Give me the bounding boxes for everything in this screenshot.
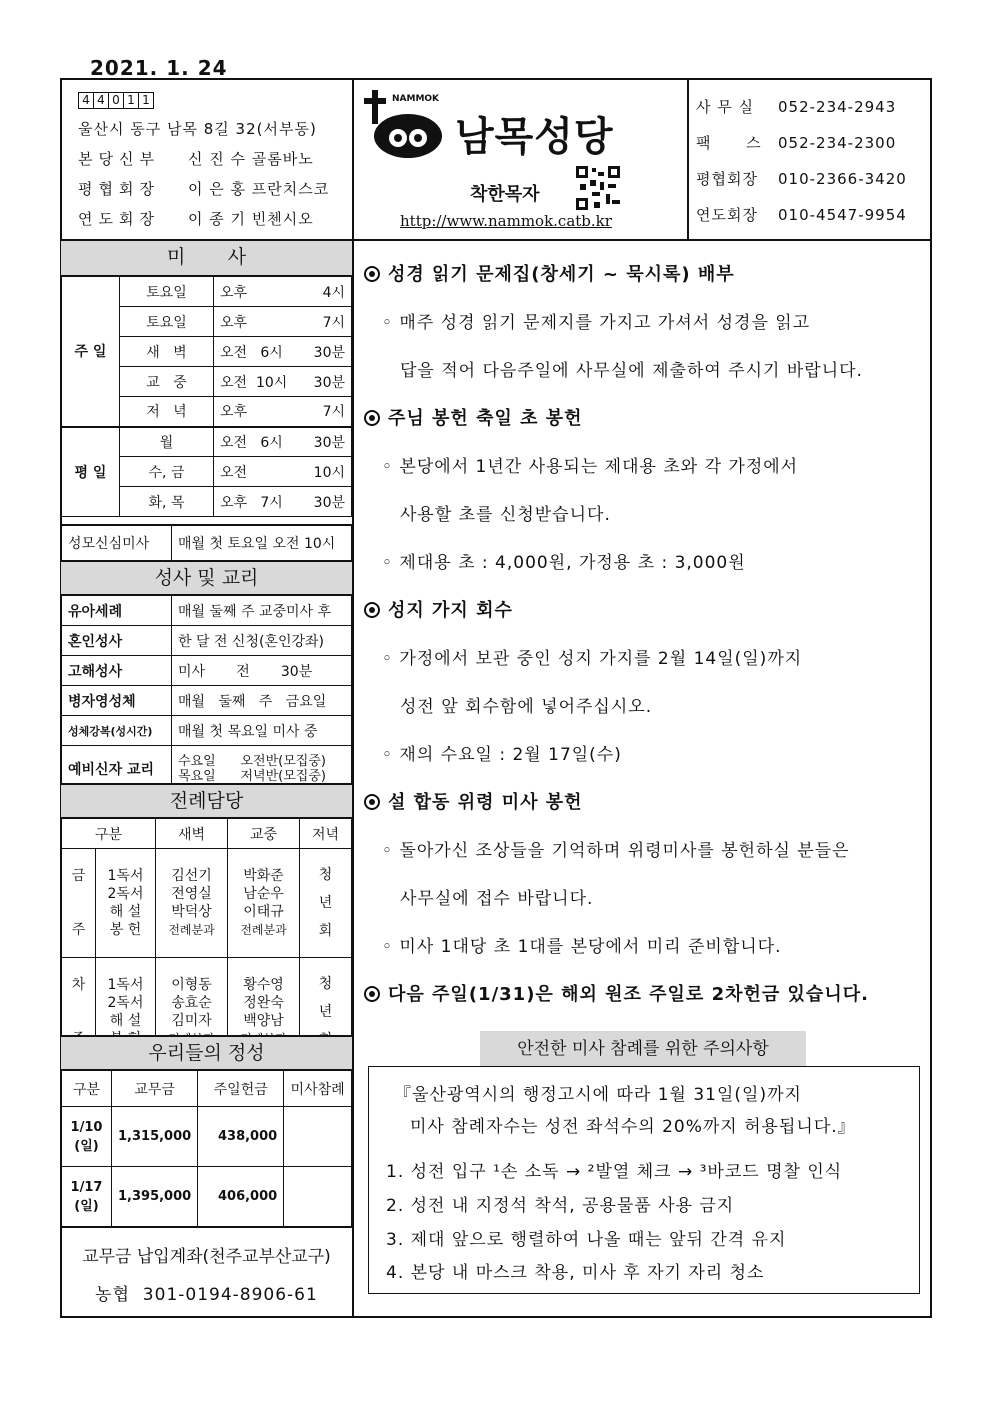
notice-line: ◦ 가정에서 보관 중인 성지 가지를 2월 14일(일)까지: [382, 649, 803, 669]
bullet-icon: [364, 602, 380, 618]
liturgy-table: [61, 818, 352, 1067]
liturgy-header: 새벽: [156, 819, 228, 849]
sacrament-label: 혼인성사: [62, 626, 172, 656]
ydo-name: 이 종 기 빈첸시오: [188, 210, 314, 228]
marian-mass-value: 매월 첫 토요일 오전 10시: [172, 525, 352, 561]
mass-day: 토요일: [120, 307, 214, 337]
mass-time: 오전 10시: [214, 367, 297, 397]
mass-schedule-table: [61, 276, 352, 517]
contact-value: 052-234-2300: [778, 134, 897, 152]
sacraments-section-title: 성사 및 교리: [61, 560, 352, 596]
safety-item: 1. 성전 입구 ¹손 소독 → ²발열 체크 → ³바코드 명찰 인식: [386, 1162, 843, 1182]
offering-header: 교무금: [112, 1071, 198, 1107]
evening-char: 청: [318, 867, 333, 883]
notice-title: 성경 읽기 문제집(창세기 ~ 묵시록) 배부: [388, 264, 735, 285]
evening-char: 회: [318, 923, 333, 939]
notice-line: 성전 앞 회수함에 넣어주십시오.: [400, 697, 653, 717]
notice-title: 설 합동 위령 미사 봉헌: [388, 792, 583, 813]
person: 정완숙: [243, 995, 284, 1011]
catechumen-line: 수요일 오전반(모집중): [178, 753, 326, 769]
mass-day: 교 중: [120, 367, 214, 397]
contact-label: 팩 스: [696, 134, 762, 152]
evening-char: 년: [318, 1004, 333, 1020]
notice-line: 사무실에 접수 바랍니다.: [400, 889, 594, 909]
mass-hour: 30분: [297, 367, 352, 397]
contact-council: [696, 168, 907, 189]
contact-value: 052-234-2943: [778, 98, 897, 116]
mass-day: 수, 금: [120, 457, 214, 487]
church-website-link[interactable]: http://www.nammok.catb.kr: [400, 212, 612, 230]
notice-title: 성지 가지 회수: [388, 600, 513, 621]
priest-line: [78, 148, 314, 169]
offering-header: 주일헌금: [198, 1071, 284, 1107]
zip-digit: 0: [108, 92, 124, 109]
person: 이형동: [171, 977, 212, 993]
evening-char: 청: [318, 976, 333, 992]
notice-line: ◦ 미사 1대당 초 1대를 본당에서 미리 준비합니다.: [382, 937, 782, 957]
column-divider: [352, 78, 354, 1318]
role: 1독서: [107, 977, 144, 993]
evening-list: [300, 849, 352, 958]
sacrament-label: 성체강복(성시간): [62, 716, 172, 746]
ydo-label: 연도회장: [78, 210, 160, 228]
weekday-label: 평 일: [62, 427, 120, 517]
safety-item: 4. 본당 내 마스크 착용, 미사 후 자기 자리 청소: [386, 1263, 765, 1283]
offering-section-title: 우리들의 정성: [61, 1035, 352, 1071]
priest-name: 신 진 수 골롬바노: [188, 150, 314, 168]
person: 전례분과: [168, 923, 215, 937]
safety-item: 2. 성전 내 지정석 착석, 공용물품 사용 금지: [386, 1196, 735, 1216]
qr-code-icon: [576, 166, 620, 210]
marian-mass-label: 성모신심미사: [62, 525, 172, 561]
mass-hour: 30분: [297, 487, 352, 517]
role: 2독서: [107, 995, 144, 1011]
motto: 착한목자: [470, 184, 540, 205]
group-char: 주: [71, 922, 86, 938]
sunday-label: 주 일: [62, 277, 120, 427]
offering-header: 구분: [62, 1071, 112, 1107]
sacraments-table: [61, 595, 352, 792]
contact-label: 사 무 실: [696, 98, 755, 116]
priest-label: 본당신부: [78, 150, 160, 168]
mass-day: 새 벽: [120, 337, 214, 367]
offering-attend: [284, 1167, 352, 1227]
notice-line: ◦ 돌아가신 조상들을 기억하며 위령미사를 봉헌하실 분들은: [382, 841, 850, 861]
marian-mass-table: [61, 524, 352, 562]
mass-day: 토요일: [120, 277, 214, 307]
zip-digit: 4: [93, 92, 109, 109]
group-label: [62, 849, 96, 958]
role: 2독서: [107, 886, 144, 902]
person: 남순우: [243, 886, 284, 902]
logo-small-text: NAMMOK: [392, 94, 440, 104]
sacrament-value: 매월 둘째 주 금요일: [172, 686, 352, 716]
mass-day: 화, 목: [120, 487, 214, 517]
offering-date: 1/17 (일): [62, 1167, 112, 1227]
offering-sunday: 406,000: [198, 1167, 284, 1227]
mass-hour: 7시: [297, 307, 352, 337]
mass-time: 오후: [214, 307, 297, 337]
mass-time: 오후: [214, 277, 297, 307]
person: 김미자: [171, 1013, 212, 1029]
role: 해 설: [109, 1013, 142, 1029]
role-list: [96, 849, 156, 958]
group-char: 차: [71, 977, 86, 993]
group-char: 금: [71, 868, 86, 884]
mass-hour: 10시: [297, 457, 352, 487]
mass-time: 오전 6시: [214, 337, 297, 367]
contact-office: [696, 96, 896, 117]
liturgy-header: 교중: [228, 819, 300, 849]
notice-heading: [364, 260, 735, 286]
contact-value: 010-4547-9954: [778, 206, 907, 224]
person: 전영실: [171, 886, 212, 902]
sacrament-value: 미사 전 30분: [172, 656, 352, 686]
mass-hour: 7시: [297, 397, 352, 427]
notice-heading: [364, 980, 869, 1006]
sacrament-label: 유아세례: [62, 596, 172, 626]
council-label: 평협회장: [78, 180, 160, 198]
catechumen-line: 목요일 저녁반(모집중): [178, 768, 326, 784]
church-name: 남목성당: [455, 114, 614, 160]
safety-intro-1: 『울산광역시의 행정고시에 따라 1월 31일(일)까지: [394, 1085, 802, 1105]
bullet-icon: [364, 410, 380, 426]
sacrament-value: 한 달 전 신청(혼인강좌): [172, 626, 352, 656]
safety-item: 3. 제대 앞으로 행렬하여 나올 때는 앞뒤 간격 유지: [386, 1230, 787, 1250]
liturgy-section-title: 전례담당: [61, 783, 352, 819]
offering-header: 미사참례: [284, 1071, 352, 1107]
person: 황수영: [243, 977, 284, 993]
liturgy-header: 저녁: [300, 819, 352, 849]
offering-date: 1/10 (일): [62, 1107, 112, 1167]
notice-line: ◦ 본당에서 1년간 사용되는 제대용 초와 각 가정에서: [382, 457, 799, 477]
sacrament-label: 병자영성체: [62, 686, 172, 716]
council-name: 이 은 홍 프란치스코: [188, 180, 330, 198]
account-divider: [61, 1226, 352, 1228]
contact-ydo: [696, 204, 907, 225]
role: 1독서: [107, 868, 144, 884]
mass-time: 오전: [214, 457, 297, 487]
notice-heading: [364, 404, 583, 430]
notice-title: 주님 봉헌 축일 초 봉헌: [388, 408, 583, 429]
bullet-icon: [364, 266, 380, 282]
person: 백양남: [243, 1013, 284, 1029]
safety-title: 안전한 미사 참례를 위한 주의사항: [480, 1031, 806, 1067]
offering-dues: 1,315,000: [112, 1107, 198, 1167]
zip-digit: 1: [138, 92, 154, 109]
account-title: 교무금 납입계좌(천주교부산교구): [82, 1247, 331, 1267]
person: 박화준: [243, 868, 284, 884]
mass-time: 오전 6시: [214, 427, 297, 457]
mass-day: 저 녁: [120, 397, 214, 427]
person: 이태규: [243, 904, 284, 920]
header-divider: [687, 78, 689, 241]
contact-fax: [696, 132, 896, 153]
notice-line: 답을 적어 다음주일에 사무실에 제출하여 주시기 바랍니다.: [400, 361, 863, 381]
mass-time: 오후: [214, 397, 297, 427]
liturgy-header: 구분: [62, 819, 156, 849]
notice-line: ◦ 재의 수요일 : 2월 17일(수): [382, 745, 622, 765]
evening-char: 년: [318, 895, 333, 911]
role: 봉 헌: [109, 922, 142, 938]
offering-dues: 1,395,000: [112, 1167, 198, 1227]
council-line: [78, 178, 329, 199]
ydo-line: [78, 208, 314, 229]
main-list: [228, 849, 300, 958]
person: 송효순: [171, 995, 212, 1011]
dawn-list: [156, 849, 228, 958]
sacrament-label: 고해성사: [62, 656, 172, 686]
mass-hour: 4시: [297, 277, 352, 307]
offering-attend: [284, 1107, 352, 1167]
notice-heading: [364, 788, 583, 814]
mass-day: 월: [120, 427, 214, 457]
offering-sunday: 438,000: [198, 1107, 284, 1167]
notice-line: ◦ 제대용 초 : 4,000원, 가정용 초 : 3,000원: [382, 553, 746, 573]
mass-section-title: 미 사: [61, 241, 352, 277]
sacrament-value: 매월 둘째 주 교중미사 후: [172, 596, 352, 626]
contact-value: 010-2366-3420: [778, 170, 907, 188]
person: 박덕상: [171, 904, 212, 920]
zip-digit: 1: [123, 92, 139, 109]
church-address: 울산시 동구 남목 8길 32(서부동): [78, 120, 317, 138]
sacrament-value: 매월 첫 목요일 미사 중: [172, 716, 352, 746]
notice-line: ◦ 매주 성경 읽기 문제지를 가지고 가셔서 성경을 읽고: [382, 313, 811, 333]
mass-hour: 30분: [297, 337, 352, 367]
contact-label: 평협회장: [696, 170, 758, 188]
contact-label: 연도회장: [696, 206, 758, 224]
bullet-icon: [364, 986, 380, 1002]
person: 김선기: [171, 868, 212, 884]
mass-hour: 30분: [297, 427, 352, 457]
role: 해 설: [109, 904, 142, 920]
notice-heading: [364, 596, 513, 622]
zip-code-boxes: [78, 92, 153, 109]
account-number: 농협 301-0194-8906-61: [95, 1285, 318, 1305]
catechumen-label: 예비신자 교리: [62, 746, 172, 792]
bullet-icon: [364, 794, 380, 810]
person: 전례분과: [240, 923, 287, 937]
bulletin-date: 2021. 1. 24: [90, 56, 228, 80]
safety-intro-2: 미사 참례자수는 성전 좌석수의 20%까지 허용됩니다.』: [410, 1117, 856, 1137]
notice-line: 사용할 초를 신청받습니다.: [400, 505, 611, 525]
notice-title: 다음 주일(1/31)은 해외 원조 주일로 2차헌금 있습니다.: [388, 984, 869, 1005]
mass-time: 오후 7시: [214, 487, 297, 517]
offering-table: [61, 1070, 352, 1227]
zip-digit: 4: [78, 92, 94, 109]
